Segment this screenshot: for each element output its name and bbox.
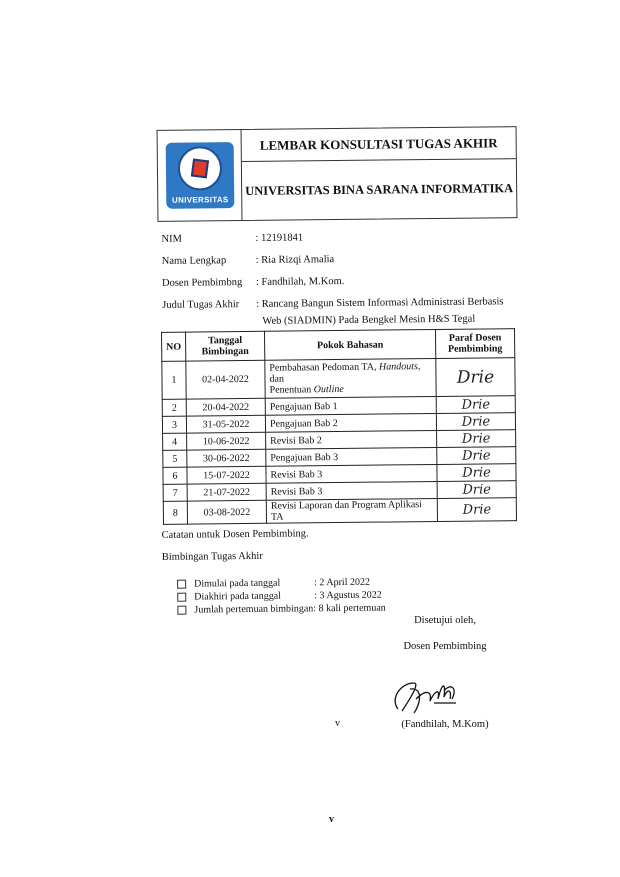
cell-paraf — [437, 430, 516, 448]
topic-text: Pembahasan Pedoman TA, — [269, 361, 380, 374]
cell-no: 7 — [163, 484, 187, 501]
col-header-date: Tanggal Bimbingan — [186, 331, 265, 361]
summary-label: Jumlah pertemuan bimbingan — [194, 603, 314, 616]
page-number-footer: v — [329, 814, 334, 825]
paraf-signature: Drie — [462, 501, 492, 518]
checkbox-icon — [177, 580, 186, 589]
col-header-topic: Pokok Bahasan — [264, 329, 435, 360]
logo-mark-icon — [191, 158, 209, 178]
checkbox-icon — [177, 593, 186, 602]
cell-no: 6 — [163, 467, 187, 484]
cell-no: 2 — [162, 399, 186, 416]
col-header-para: Paraf Dosen Pembimbing — [435, 329, 514, 359]
info-label: Nama Lengkap — [161, 255, 227, 267]
logo-seal-icon — [178, 146, 222, 190]
consultation-table — [161, 328, 517, 525]
cell-date: 31-05-2022 — [186, 415, 265, 433]
signature-scribble-icon — [380, 669, 470, 719]
paraf-signature: Drie — [456, 366, 495, 388]
cell-no: 3 — [162, 416, 186, 433]
cell-date: 15-07-2022 — [187, 466, 266, 484]
paraf-signature: Drie — [461, 430, 491, 447]
cell-topic: Revisi Laporan dan Program Aplikasi TA — [266, 498, 437, 523]
cell-no: 5 — [163, 450, 187, 467]
table-row — [163, 498, 516, 525]
paraf-signature: Drie — [461, 413, 491, 430]
summary-list — [177, 574, 522, 617]
paraf-signature: Drie — [462, 481, 491, 498]
logo-text: UNIVERSITAS — [171, 195, 229, 205]
header-table — [157, 126, 518, 222]
cell-topic: Pengajuan Bab 3 — [266, 447, 437, 466]
cell-paraf — [436, 396, 515, 414]
cell-paraf — [437, 447, 516, 465]
summary-label: Dimulai pada tanggal — [194, 577, 281, 590]
bimbingan-heading: Bimbingan Tugas Akhir — [161, 550, 263, 563]
thesis-title-line1: : Rancang Bangun Sistem Informasi Administrasi Berbasis — [256, 296, 504, 310]
cell-no: 1 — [162, 361, 186, 399]
signature-block — [390, 615, 500, 730]
summary-value: : 3 Agustus 2022 — [314, 589, 382, 602]
cell-date: 20-04-2022 — [186, 398, 265, 416]
cell-paraf — [437, 481, 516, 499]
cell-date: 30-06-2022 — [187, 449, 266, 467]
paraf-signature: Drie — [462, 464, 491, 481]
summary-label: Diakhiri pada tanggal — [194, 590, 281, 603]
cell-date: 02-04-2022 — [186, 360, 265, 399]
cell-paraf — [437, 464, 516, 482]
university-logo — [166, 142, 235, 209]
info-value: : Ria Rizqi Amalia — [255, 254, 335, 266]
cell-paraf — [437, 498, 516, 522]
cell-no: 8 — [163, 501, 187, 524]
signer-name: (Fandhilah, M.Kom) — [401, 719, 489, 730]
approved-by: Disetujui oleh, — [414, 615, 476, 626]
table-row — [162, 358, 515, 400]
cell-date: 21-07-2022 — [187, 483, 266, 501]
table-header-row — [162, 329, 515, 362]
info-value: : 12191841 — [255, 232, 304, 244]
page-number: v — [335, 718, 340, 729]
info-label: NIM — [161, 233, 182, 245]
cell-paraf — [436, 358, 515, 397]
university-name: UNIVERSITAS BINA SARANA INFORMATIKA — [245, 181, 514, 198]
form-title: LEMBAR KONSULTASI TUGAS AKHIR — [242, 127, 516, 162]
student-info — [161, 230, 522, 340]
summary-value: : 8 kali pertemuan — [313, 602, 386, 615]
cell-topic — [265, 358, 436, 398]
logo-cell — [158, 130, 243, 221]
thesis-title-line2: Web (SIADMIN) Pada Bengkel Mesin H&S Tegal — [262, 313, 476, 327]
cell-no: 4 — [163, 433, 187, 450]
notes-section — [162, 526, 523, 617]
info-value: : Fandhilah, M.Kom. — [255, 275, 345, 288]
cell-date: 10-06-2022 — [187, 432, 266, 450]
col-header-no: NO — [162, 332, 186, 361]
handwritten-signature — [390, 667, 500, 719]
info-label: Judul Tugas Akhir — [162, 299, 240, 311]
notes-heading: Catatan untuk Dosen Pembimbing. — [161, 528, 309, 541]
topic-italic: Handouts — [378, 361, 418, 373]
checkbox-icon — [177, 606, 186, 615]
topic-text: , dan — [269, 361, 421, 385]
topic-text: Penentuan — [269, 384, 314, 396]
cell-topic: Revisi Bab 2 — [266, 430, 437, 449]
cell-topic: Pengajuan Bab 1 — [265, 396, 436, 415]
signer-role: Dosen Pembimbing — [403, 641, 487, 652]
topic-italic: Outline — [313, 383, 344, 396]
cell-topic: Pengajuan Bab 2 — [265, 413, 436, 432]
paraf-signature: Drie — [461, 396, 491, 413]
cell-topic: Revisi Bab 3 — [266, 481, 437, 500]
cell-date: 03-08-2022 — [187, 500, 266, 524]
cell-paraf — [436, 413, 515, 431]
cell-topic: Revisi Bab 3 — [266, 464, 437, 483]
info-value — [256, 296, 522, 327]
summary-value: : 2 April 2022 — [314, 576, 371, 589]
info-label: Dosen Pembimbng — [161, 277, 243, 289]
paraf-signature: Drie — [461, 447, 491, 464]
